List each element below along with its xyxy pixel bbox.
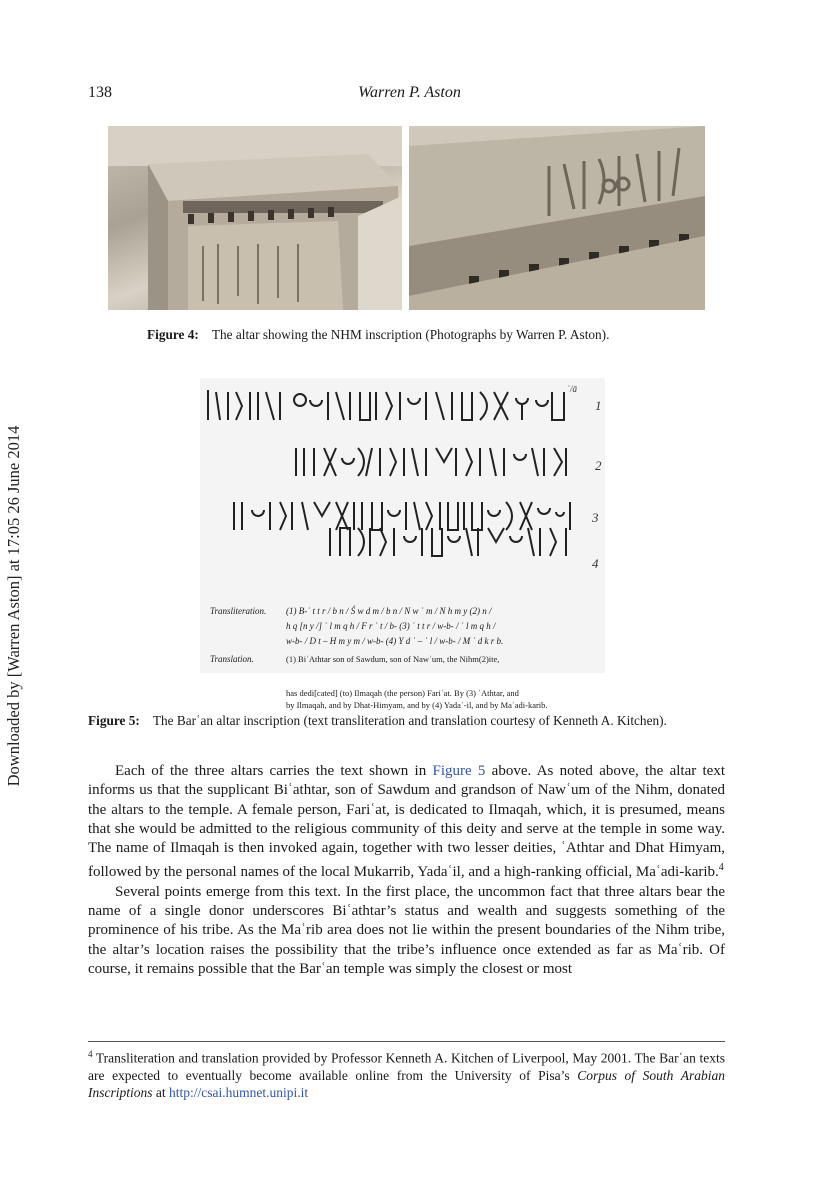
line-number-4: 4 (592, 556, 599, 571)
footnote (88, 1046, 725, 1101)
transliteration-line: w-b- / D t – H m y m / w-b- (4) Y d ʿ – ʿ l / w-b- / M ʿ d k r b. (286, 636, 504, 646)
translation-line: has dedi[cated] (to) Ilmaqah (the person) Fariʿat. By (3) ʿAthtar, and (286, 688, 519, 698)
figure5-label: Figure 5: (88, 713, 140, 728)
footnote-url-link[interactable]: http://csai.humnet.unipi.it (169, 1084, 309, 1100)
corner-mark: ʿ/ā (567, 384, 577, 394)
figure5-caption-text: The Barʿan altar inscription (text transliteration and translation courtesy of Kenneth A. Kitchen). (152, 713, 667, 728)
altar-photo-left (108, 126, 402, 310)
footnote-rule (88, 1041, 725, 1042)
figure5-caption (88, 712, 667, 730)
inscription-glyphs (200, 378, 605, 568)
altar-photo-right (409, 126, 705, 310)
running-head: Warren P. Aston (358, 84, 461, 101)
download-note: Downloaded by [Warren Aston] at 17:05 26 June 2014 (4, 425, 23, 787)
translation-label: Translation. (210, 654, 254, 664)
transliteration-label: Transliteration. (210, 606, 267, 616)
body-text (88, 762, 725, 979)
paragraph-2: Several points emerge from this text. In the first place, the uncommon fact that three altars bear the name of a single donor underscores Biʿathtar’s status and wealth and suggests something of the prominence of his tribe. As the Maʿrib area does not lie within the present boundaries of the Nihm tribe, the altar’s location raises the possibility that the tribe’s influence once extended as far as Maʿrib. Of course, it remains possible that the Barʿan temple was simply the closest or most (88, 883, 725, 977)
translation-line: by Ilmaqah, and by Dhat-Himyam, and by (4) Yadaʿ-il, and by Maʿadi-karib. (286, 700, 548, 710)
footnote-number: 4 (88, 1049, 93, 1059)
page-number: 138 (88, 84, 112, 101)
transliteration-line: h q [n y /] ʿ l m q h / F r ʿ t / b- (3) ʿ t t r / w-b- / ʿ l m q h / (286, 621, 496, 631)
inscription-drawing (200, 378, 605, 673)
footnote-text: at (152, 1084, 170, 1100)
paragraph-text: Each of the three altars carries the text shown in (115, 763, 433, 779)
footnote-text: Transliteration and translation provided by Professor Kenneth A. Kitchen of Liverpool, May 2001. The Barʿan texts are expected to eventually become available online from the University of Pisa’s (88, 1050, 725, 1083)
figure5-link[interactable]: Figure 5 (432, 763, 486, 779)
line-number-2: 2 (595, 458, 602, 473)
line-number-1: 1 (595, 398, 602, 413)
transliteration-line: (1) B-ʿ t t r / b n / Ś w d m / b n / N w ʿ m / N h m y (2) n / (286, 606, 492, 616)
figure4-caption-text: The altar showing the NHM inscription (Photographs by Warren P. Aston). (211, 327, 610, 342)
translation-line: (1) BiʿAthtar son of Sawdum, son of Nawʿum, the Nihm(2)ite, (286, 654, 500, 664)
paragraph-text: above. As noted above, the altar text informs us that the supplicant Biʿathtar, son of Sawdum and grandson of Nawʿum of the Nihm, donated the altars to the temple. A female person, Fariʿat, is dedicated to Ilmaqah, which, it is presumed, means that she would be admitted to the religious community of this deity and serve at the temple in some way. The name of Ilmaqah is then invoked again, together with two lesser deities, ʿAthtar and Dhat Himyam, followed by the personal names of the local Mukarrib, Yadaʿil, and a high-ranking official, Maʿadi-karib. (88, 763, 726, 881)
footnote-italic: Corpus of South Arabian Inscriptions (88, 1067, 725, 1100)
line-number-3: 3 (592, 510, 599, 525)
figure4-caption (147, 326, 609, 344)
figure4-label: Figure 4: (147, 327, 199, 342)
footnote-ref[interactable]: 4 (718, 862, 724, 874)
paragraph-1 (88, 762, 725, 883)
